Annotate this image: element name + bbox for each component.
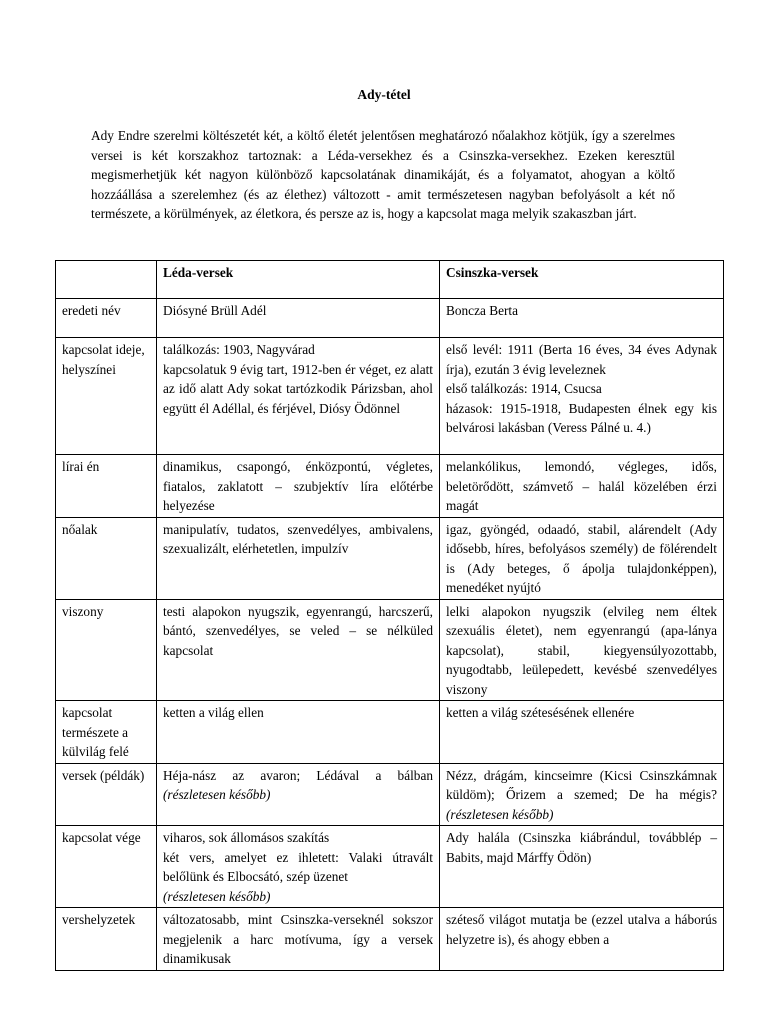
leda-cell: változatosabb, mint Csinszka-verseknél sokszor megjelenik a harc motívuma, így a versek dinamikusak bbox=[157, 908, 440, 971]
table-row bbox=[56, 517, 724, 599]
csinszka-cell: széteső világot mutatja be (ezzel utalva a háborús helyzetre is), és ahogy ebben a bbox=[440, 908, 724, 971]
table-row bbox=[56, 908, 724, 971]
leda-cell: ketten a világ ellen bbox=[157, 701, 440, 764]
leda-line: két vers, amelyet ez ihletett: Valaki útravált belőlünk és Elbocsátó, szép üzenet bbox=[163, 849, 433, 884]
leda-line: viharos, sok állomásos szakítás bbox=[163, 830, 330, 845]
leda-cell bbox=[157, 338, 440, 455]
csinszka-cell: melankólikus, lemondó, végleges, idős, beletörődött, számvető – halál közelében érzi magát bbox=[440, 455, 724, 518]
leda-note: (részletesen később) bbox=[163, 888, 271, 904]
table-row bbox=[56, 701, 724, 764]
csinszka-cell: ketten a világ szétesésének ellenére bbox=[440, 701, 724, 764]
table-header-row bbox=[56, 261, 724, 299]
table-row bbox=[56, 299, 724, 338]
row-label: kapcsolat vége bbox=[56, 826, 157, 908]
csinszka-line: házasok: 1915-1918, Budapesten élnek egy kis belvárosi lakásban (Veress Pálné u. 4.) bbox=[446, 400, 717, 435]
row-label: vershelyzetek bbox=[56, 908, 157, 971]
leda-line: találkozás: 1903, Nagyvárad bbox=[163, 342, 315, 357]
table-row bbox=[56, 826, 724, 908]
leda-line: kapcsolatuk 9 évig tart, 1912-ben ér véget, ez alatt az idő alatt Ady sokat tartózkodik Párizsban, ahol együtt él Adéllal, és férjével, Diósy Ödönnel bbox=[163, 361, 433, 416]
row-label: kapcsolat ideje, helyszínei bbox=[56, 338, 157, 455]
header-leda: Léda-versek bbox=[157, 261, 440, 299]
row-label: lírai én bbox=[56, 455, 157, 518]
table-row bbox=[56, 455, 724, 518]
leda-cell: Diósyné Brüll Adél bbox=[157, 299, 440, 338]
table-row bbox=[56, 338, 724, 455]
leda-cell: testi alapokon nyugszik, egyenrangú, harcszerű, bántó, szenvedélyes, se veled – se nélküled kapcsolat bbox=[157, 599, 440, 701]
csinszka-line: Nézz, drágám, kincseimre (Kicsi Csinszkámnak küldöm); Őrizem a szemed; De ha mégis? bbox=[446, 767, 717, 802]
intro-paragraph: Ady Endre szerelmi költészetét két, a költő életét jelentősen meghatározó nőalakhoz kötjük, így a szerelmes versei is két korszakhoz tartoznak: a Léda-versekhez és a Csinszka-versekhez. Ezeken keresztül megismerhetjük két nagyon különböző kapcsolatának dinamikáját, és a folyamatot, ahogyan a költő hozzáállása a szerelemhez (és az élethez) változott - amit természetesen nagyban befolyásolt a két nő természete, a körülmények, az életkora, és persze az is, hogy a kapcsolat maga melyik szakaszban járt. bbox=[91, 128, 675, 221]
leda-cell: dinamikus, csapongó, énközpontú, végletes, fiatalos, zaklatott – szubjektív líra előtérbe helyezése bbox=[157, 455, 440, 518]
table-row bbox=[56, 763, 724, 826]
table-row bbox=[56, 599, 724, 701]
csinszka-cell: Ady halála (Csinszka kiábrándul, továbblép – Babits, majd Márffy Ödön) bbox=[440, 826, 724, 908]
header-csinszka: Csinszka-versek bbox=[440, 261, 724, 299]
csinszka-cell: Boncza Berta bbox=[440, 299, 724, 338]
csinszka-line: első levél: 1911 (Berta 16 éves, 34 éves Adynak írja), ezután 3 évig leveleznek bbox=[446, 342, 717, 377]
csinszka-cell: igaz, gyöngéd, odaadó, stabil, alárendelt (Ady idősebb, híres, befolyásos személy) de fölérendelt is (Ady beteges, ő ápolja tulajdonképpen), menedéket nyújtó bbox=[440, 517, 724, 599]
leda-line: Héja-nász az avaron; Lédával a bálban bbox=[163, 767, 433, 783]
leda-cell bbox=[157, 826, 440, 908]
leda-cell: manipulatív, tudatos, szenvedélyes, ambivalens, szexualizált, elérhetetlen, impulzív bbox=[157, 517, 440, 599]
comparison-table bbox=[55, 260, 724, 971]
row-label: viszony bbox=[56, 599, 157, 701]
leda-note: (részletesen később) bbox=[163, 787, 271, 802]
row-label: eredeti név bbox=[56, 299, 157, 338]
csinszka-cell: lelki alapokon nyugszik (elvileg nem éltek szexuális életet), nem egyenrangú (apa-lánya kapcsolat), stabil, kiegyensúlyozottabb, nyugodtabb, leülepedett, kevésbé szenvedélyes viszony bbox=[440, 599, 724, 701]
row-label: versek (példák) bbox=[56, 763, 157, 826]
header-empty-cell bbox=[56, 261, 157, 299]
leda-cell bbox=[157, 763, 440, 826]
row-label: kapcsolat természete a külvilág felé bbox=[56, 701, 157, 764]
row-label: nőalak bbox=[56, 517, 157, 599]
csinszka-line: első találkozás: 1914, Csucsa bbox=[446, 381, 602, 396]
csinszka-cell bbox=[440, 763, 724, 826]
csinszka-cell bbox=[440, 338, 724, 455]
document-title: Ady-tétel bbox=[357, 87, 411, 102]
csinszka-note: (részletesen később) bbox=[446, 806, 554, 822]
